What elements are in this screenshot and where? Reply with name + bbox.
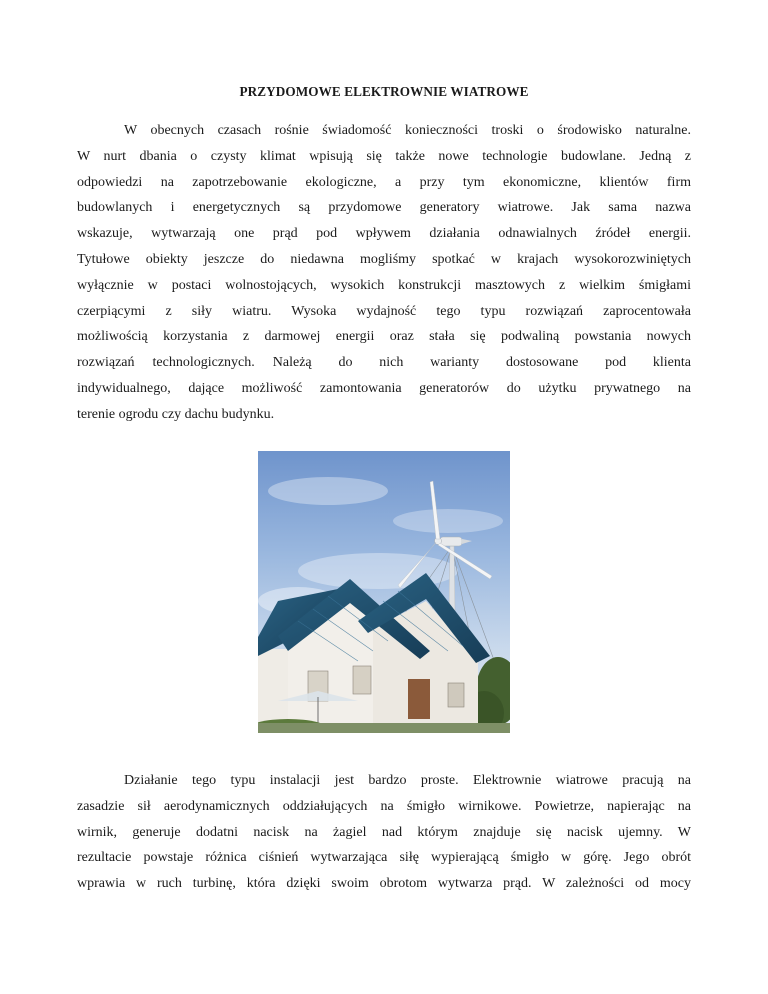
text-line: wirnik, generuje dodatni nacisk na żagiel nad którym znajduje się nacisk ujemny. W (77, 824, 691, 840)
text-line: zasadzie sił aerodynamicznych oddziałujących na śmigło wirnikowe. Powietrze, napierając na (77, 798, 691, 814)
text-line: wprawia w ruch turbinę, która dzięki swoim obrotom wytwarza prąd. W zależności od mocy (77, 876, 691, 892)
text-fragment: Należą do nich warianty dostosowane pod klienta (272, 355, 691, 371)
text-line: czerpiącymi z siły wiatru. Wysoka wydajność tego typu rozwiązań zaprocentowała (77, 303, 691, 319)
text-line: terenie ogrodu czy dachu budynku. (77, 406, 275, 422)
text-fragment: rozwiązań (77, 355, 135, 371)
photo-illustration-icon (258, 451, 510, 733)
wind-turbine-house-photo (258, 451, 510, 733)
text-line (77, 350, 691, 376)
text-line: możliwością korzystania z darmowej energii oraz stała się podwaliną powstania nowych (77, 329, 691, 345)
text-line: wskazuje, wytwarzają one prąd pod wpływem działania odnawialnych źródeł energii. (77, 226, 691, 242)
text-fragment: technologicznych. (152, 355, 255, 371)
paragraph-2 (77, 768, 691, 897)
paragraph-1 (77, 118, 691, 428)
text-line: indywidualnego, dające możliwość zamontowania generatorów do użytku prywatnego na (77, 380, 691, 396)
text-line: Tytułowe obiekty jeszcze do niedawna mogliśmy spotkać w krajach wysokorozwiniętych (77, 251, 691, 267)
text-line: rezultacie powstaje różnica ciśnień wytwarzająca siłę wypierającą śmigło w górę. Jego obrót (77, 850, 691, 866)
text-line: wyłącznie w postaci wolnostojących, wysokich konstrukcji masztowych z wielkim śmigłami (77, 277, 691, 293)
document-title: PRZYDOMOWE ELEKTROWNIE WIATROWE (239, 84, 529, 99)
text-line: odpowiedzi na zapotrzebowanie ekologiczne, a przy tym ekonomiczne, klientów firm (77, 174, 691, 190)
text-line: W obecnych czasach rośnie świadomość konieczności troski o środowisko naturalne. (124, 123, 691, 138)
text-line: budowlanych i energetycznych są przydomowe generatory wiatrowe. Jak sama nazwa (77, 200, 691, 216)
text-line: W nurt dbania o czysty klimat wpisują się także nowe technologie budowlane. Jedną z (77, 148, 691, 164)
text-line: Działanie tego typu instalacji jest bardzo proste. Elektrownie wiatrowe pracują na (124, 773, 691, 788)
